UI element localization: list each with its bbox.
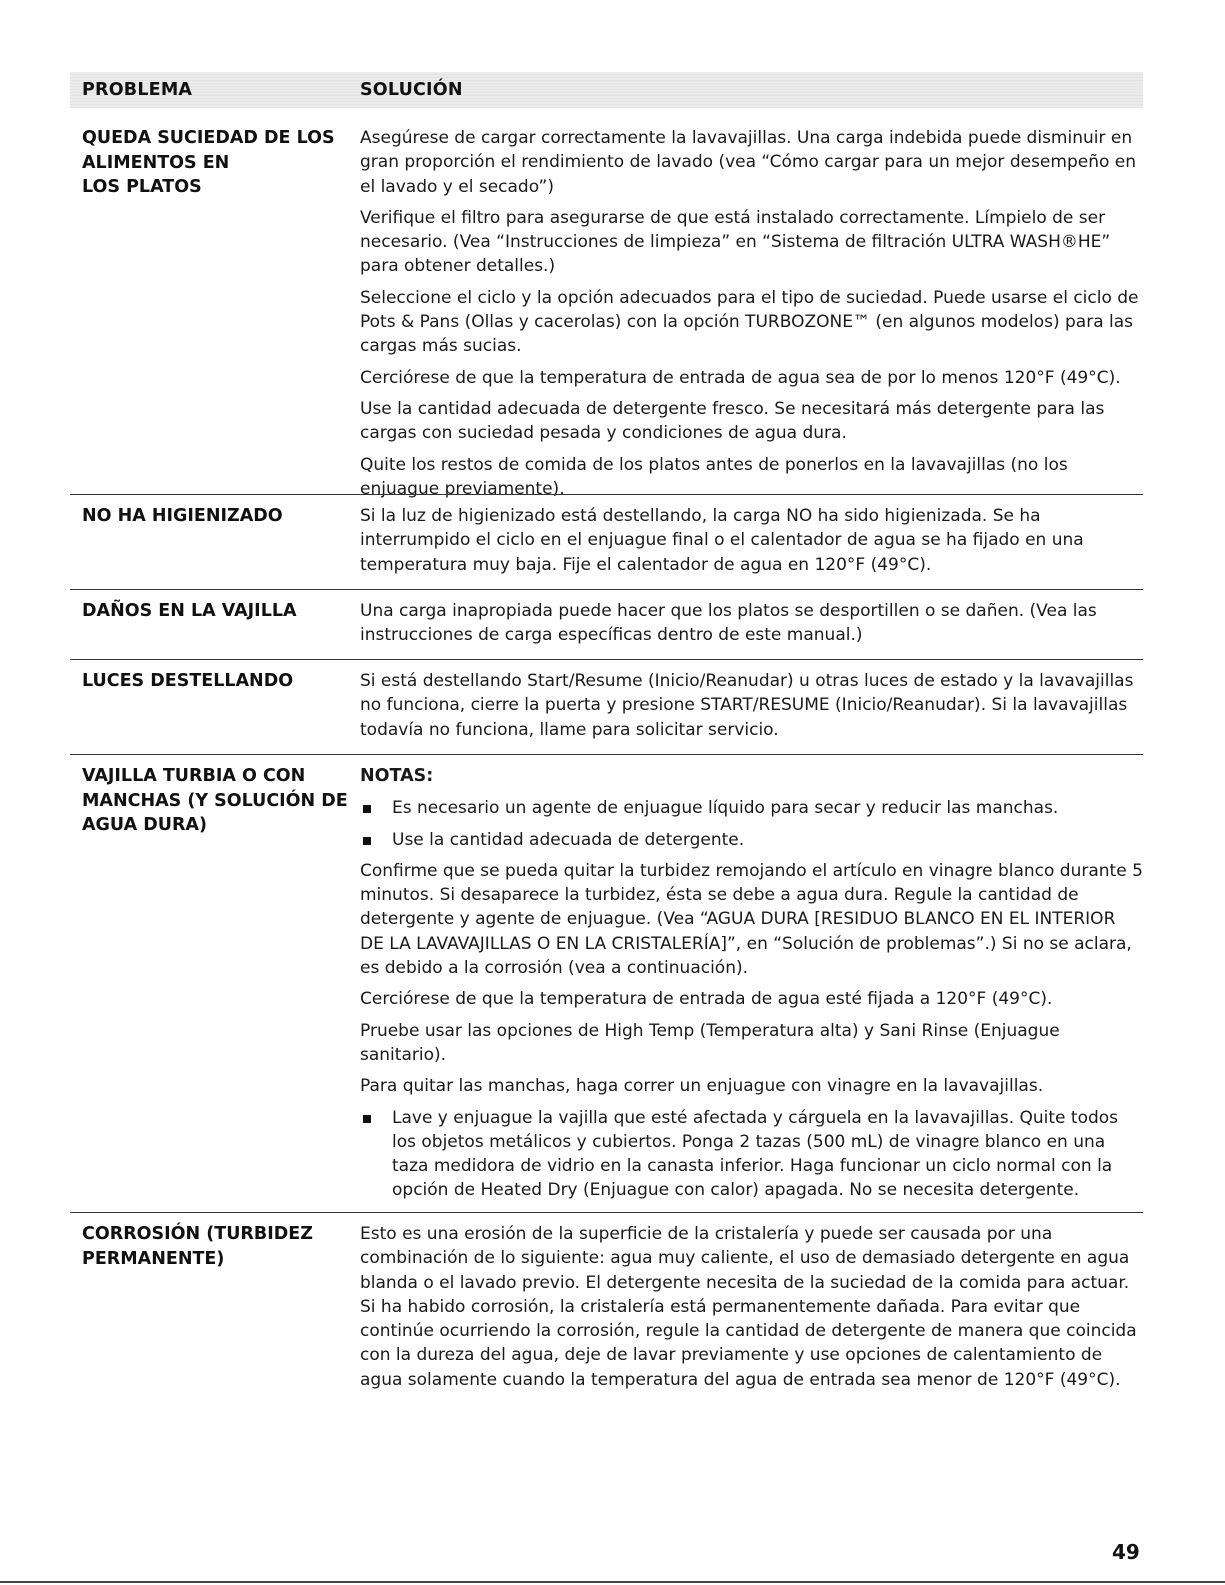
solution-cell	[360, 1213, 1143, 1403]
vinegar-rinse-bullet	[360, 1106, 1143, 1203]
solution-paragraph: Seleccione el ciclo y la opción adecuados para el tipo de suciedad. Puede usarse el ciclo de Pots & Pans (Ollas y cacerolas) con la opción TURBOZONE™ (en algunos modelos) para las cargas más sucias.	[360, 287, 1139, 357]
solution-cell	[360, 495, 1143, 589]
problem-cell	[70, 108, 360, 494]
problem-cell	[70, 1213, 360, 1403]
solution-paragraph: Confirme que se pueda quitar la turbidez remojando el artículo en vinagre blanco durante 5 minutos. Si desaparece la turbidez, ésta se debe a agua dura. Regule la cantidad de detergente y agente de enjuague. (Vea “AGUA DURA [RESIDUO BLANCO EN EL INTERIOR DE LA LAVAVAJILLAS O EN LA CRISTALERÍA]”, en “Solución de problemas”.) Si no se aclara, es debido a la corrosión (vea a continuación).	[360, 860, 1143, 979]
bullet-square-icon	[363, 837, 371, 845]
problem-line: ALIMENTOS EN	[82, 152, 230, 173]
bottom-rule	[0, 1581, 1225, 1583]
solution-paragraph: Para quitar las manchas, haga correr un enjuague con vinagre en la lavavajillas.	[360, 1076, 1044, 1097]
solution-cell	[360, 108, 1143, 499]
table-row	[70, 589, 1143, 659]
problem-line: NO HA HIGIENIZADO	[82, 506, 283, 526]
note-bullet	[360, 796, 1143, 820]
note-text: Es necesario un agente de enjuague líquido para secar y reducir las manchas.	[392, 798, 1059, 819]
note-bullet	[360, 828, 1143, 852]
table-row	[70, 659, 1143, 754]
problem-line: AGUA DURA)	[82, 815, 207, 835]
solution-paragraph: Una carga inapropiada puede hacer que los platos se desportillen o se dañen. (Vea las instrucciones de carga específicas dentro de este manual.)	[360, 601, 1097, 646]
solution-column-header: SOLUCIÓN	[360, 80, 463, 100]
solution-paragraph: Verifique el filtro para asegurarse de que está instalado correctamente. Límpielo de ser necesario. (Vea “Instrucciones de limpieza” en “Sistema de filtración ULTRA WASH®HE” para obtener detalles.)	[360, 207, 1111, 277]
solution-paragraph: Cerciórese de que la temperatura de entrada de agua esté fijada a 120°F (49°C).	[360, 989, 1053, 1010]
table-row	[70, 754, 1143, 1212]
page-number: 49	[1112, 1540, 1140, 1564]
solution-cell	[360, 755, 1143, 1212]
problem-cell	[70, 660, 360, 754]
problem-cell	[70, 755, 360, 1212]
problem-line: DAÑOS EN LA VAJILLA	[82, 601, 297, 621]
solution-paragraph: Quite los restos de comida de los platos antes de ponerlos en la lavavajillas (no los enjuague previamente).	[360, 454, 1068, 499]
table-header	[70, 72, 1143, 108]
problem-line: LOS PLATOS	[82, 177, 202, 197]
solution-cell	[360, 590, 1143, 659]
problem-line: QUEDA SUCIEDAD DE LOS	[82, 128, 335, 148]
problem-line: PERMANENTE)	[82, 1248, 225, 1269]
problem-cell	[70, 495, 360, 589]
bullet-text: Lave y enjuague la vajilla que esté afectada y cárguela en la lavavajillas. Quite todos los objetos metálicos y cubiertos. Ponga 2 tazas (500 mL) de vinagre blanco en una taza medidora de vidrio en la canasta inferior. Haga funcionar un ciclo normal con la opción de Heated Dry (Enjuague con calor) apagada. No se necesita detergente.	[392, 1107, 1119, 1201]
problem-line: MANCHAS (Y SOLUCIÓN DE	[82, 790, 348, 811]
bullet-square-icon	[363, 805, 371, 813]
solution-paragraph: Si la luz de higienizado está destellando, la carga NO ha sido higienizada. Se ha interrumpido el ciclo en el enjuague final o el calentador de agua se ha fijado en una temperatura muy baja. Fije el calentador de agua en 120°F (49°C).	[360, 506, 1084, 575]
solution-cell	[360, 660, 1143, 754]
problem-line: CORROSIÓN (TURBIDEZ	[82, 1224, 313, 1244]
solution-paragraph: Use la cantidad adecuada de detergente fresco. Se necesitará más detergente para las cargas con suciedad pesada y condiciones de agua dura.	[360, 398, 1105, 444]
solution-paragraph: Pruebe usar las opciones de High Temp (Temperatura alta) y Sani Rinse (Enjuague sanitario).	[360, 1020, 1060, 1065]
note-text: Use la cantidad adecuada de detergente.	[392, 829, 745, 850]
problem-cell	[70, 590, 360, 659]
problem-column-header: PROBLEMA	[82, 80, 193, 100]
table-row	[70, 108, 1143, 499]
solution-paragraph: Asegúrese de cargar correctamente la lavavajillas. Una carga indebida puede disminuir en gran proporción el rendimiento de lavado (vea “Cómo cargar para un mejor desempeño en el lavado y el secado”)	[360, 128, 1137, 197]
problem-line: VAJILLA TURBIA O CON	[82, 766, 306, 786]
table-row	[70, 494, 1143, 589]
bullet-square-icon	[363, 1115, 371, 1123]
table-row	[70, 1212, 1143, 1403]
notes-title: NOTAS:	[360, 766, 434, 786]
solution-paragraph: Si está destellando Start/Resume (Inicio/Reanudar) u otras luces de estado y la lavavajillas no funciona, cierre la puerta y presione START/RESUME (Inicio/Reanudar). Si la lavavajillas todavía no funciona, llame para solicitar servicio.	[360, 671, 1134, 740]
solution-paragraph: Esto es una erosión de la superficie de la cristalería y puede ser causada por una combinación de lo siguiente: agua muy caliente, el uso de demasiado detergente en agua blanda o el lavado previo. El detergente necesita de la suciedad de la comida para actuar. Si ha habido corrosión, la cristalería está permanentemente dañada. Para evitar que continúe ocurriendo la corrosión, regule la cantidad de detergente de manera que coincida con la dureza del agua, deje de lavar previamente y use opciones de calentamiento de agua solamente cuando la temperatura del agua de entrada sea menor de 120°F (49°C).	[360, 1224, 1137, 1390]
problem-line: LUCES DESTELLANDO	[82, 671, 294, 691]
solution-paragraph: Cerciórese de que la temperatura de entrada de agua sea de por lo menos 120°F (49°C).	[360, 367, 1121, 388]
troubleshooting-table	[70, 108, 1143, 1403]
